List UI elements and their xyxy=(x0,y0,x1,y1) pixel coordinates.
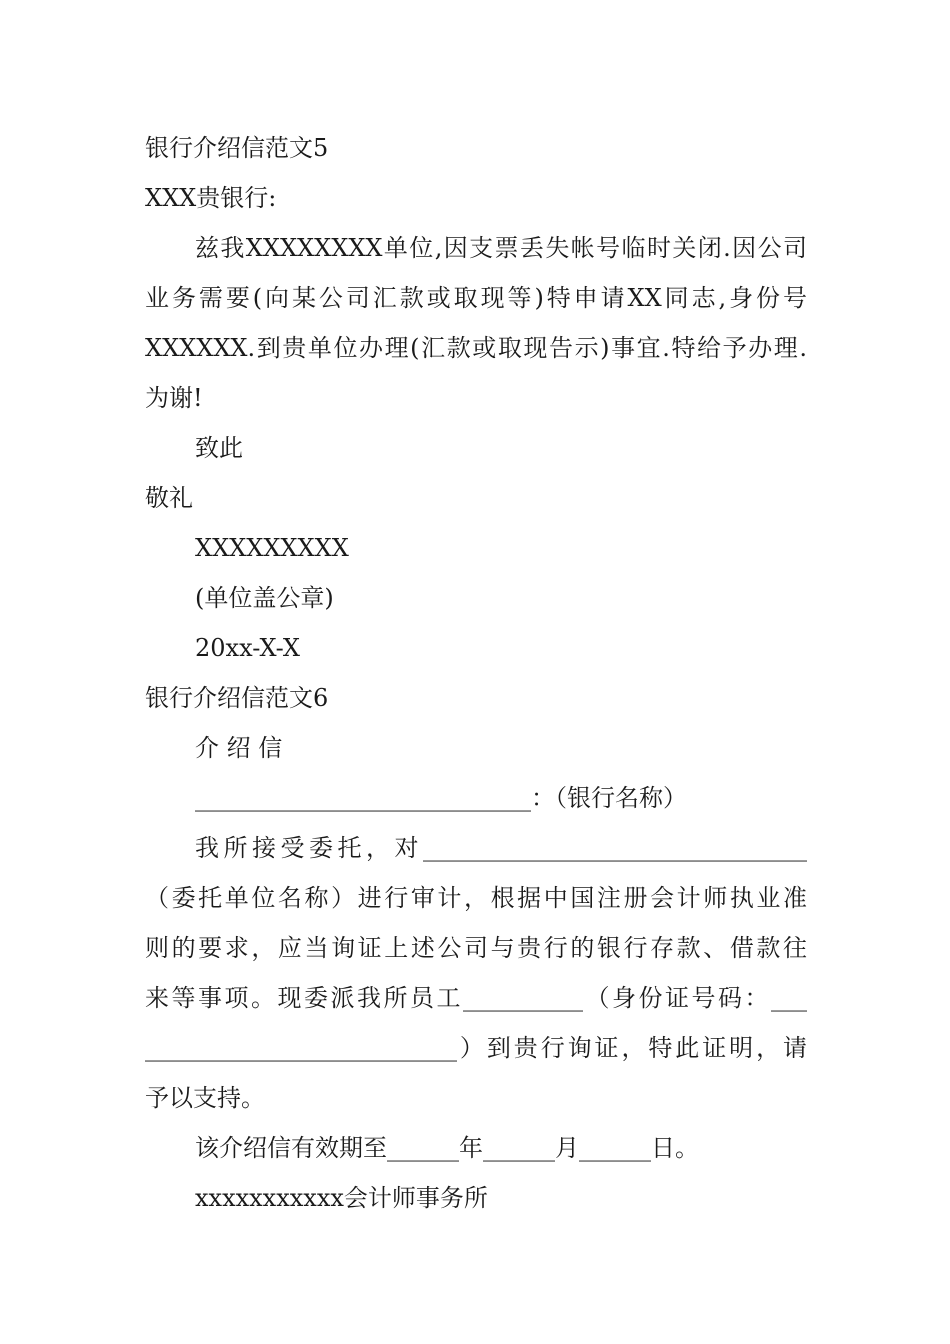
salutation: XXX贵银行: xyxy=(145,184,277,212)
body-line: __________________________）到贵行询证，特此证明，请 xyxy=(145,1034,807,1062)
body-line: 我所接受委托，对________________________________ xyxy=(195,834,807,862)
body-line: 来等事项。现委派我所员工__________（身份证号码：___ xyxy=(145,984,807,1012)
closing-regards: 敬礼 xyxy=(145,484,193,512)
signature-name: XXXXXXXXX xyxy=(195,534,349,562)
addressee-line: ____________________________：（银行名称） xyxy=(195,784,687,812)
section-heading-6: 银行介绍信范文6 xyxy=(145,684,329,712)
body-line: XXXXXX.到贵单位办理(汇款或取现告示)事宜.特给予办理. xyxy=(145,334,807,362)
firm-name: xxxxxxxxxxx会计师事务所 xyxy=(195,1184,488,1212)
body-line: 业务需要(向某公司汇款或取现等)特申请XX同志,身份号 xyxy=(145,284,807,312)
body-line: 予以支持。 xyxy=(145,1084,265,1112)
body-line: 兹我XXXXXXXX单位,因支票丢失帐号临时关闭.因公司 xyxy=(195,234,807,262)
section-heading-5: 银行介绍信范文5 xyxy=(145,134,329,162)
body-line: 为谢! xyxy=(145,384,203,412)
letter-title: 介 绍 信 xyxy=(195,734,283,762)
validity-line: 该介绍信有效期至______年______月______日。 xyxy=(195,1134,699,1162)
closing-line: 致此 xyxy=(195,434,243,462)
seal-note: (单位盖公章) xyxy=(195,584,334,612)
body-line: （委托单位名称）进行审计，根据中国注册会计师执业准 xyxy=(145,884,807,912)
signature-date: 20xx-X-X xyxy=(195,634,301,662)
body-line: 则的要求，应当询证上述公司与贵行的银行存款、借款往 xyxy=(145,934,807,962)
